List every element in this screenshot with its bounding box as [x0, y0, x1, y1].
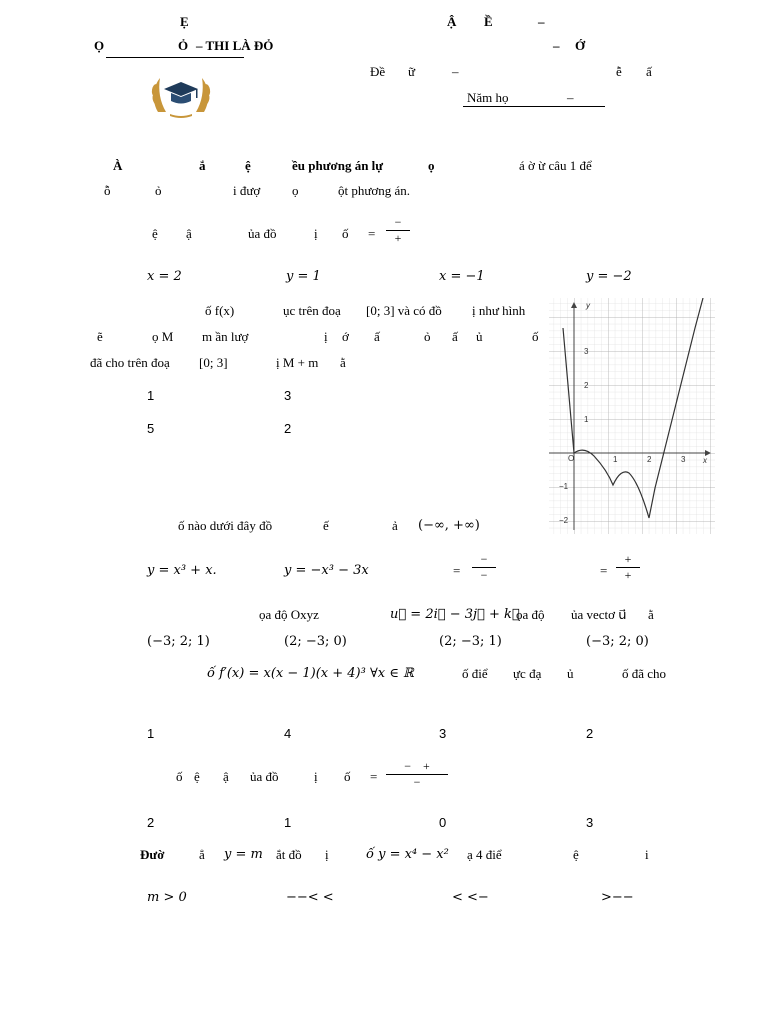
- instr-2e: ột phương án.: [338, 183, 411, 198]
- q7-option-a[interactable]: m > 0: [147, 890, 187, 905]
- header-underline: [106, 57, 244, 58]
- q7-t8: i: [645, 847, 649, 862]
- q6-option-c[interactable]: 0: [439, 815, 447, 830]
- q2-l2-8: ủ: [476, 329, 483, 344]
- instr-1c: ệ: [245, 158, 251, 173]
- q4-t0: ọa độ Oxyz: [259, 607, 319, 622]
- q1-option-c[interactable]: x = −1: [439, 269, 485, 284]
- q4-option-d[interactable]: (−3; 2; 0): [586, 634, 649, 649]
- q1-t4: ố: [342, 226, 349, 241]
- header-right-line2-a: –: [553, 38, 560, 53]
- q6-option-b[interactable]: 1: [284, 815, 292, 830]
- q3-option-c[interactable]: [472, 553, 496, 582]
- q1-frac-den: +: [394, 231, 402, 245]
- q7-t7: ệ: [573, 847, 579, 862]
- q2-graph: [549, 298, 715, 538]
- header-right-line1-a: Ậ: [447, 14, 457, 29]
- header-left-line1: Ẹ: [180, 14, 189, 29]
- q5-option-c[interactable]: 3: [439, 726, 447, 741]
- header-left-line2-b: Ỏ: [178, 38, 189, 53]
- q2-l2-6: ỏ: [424, 329, 431, 344]
- q2-l3-0: đã cho trên đoạ: [90, 355, 170, 370]
- q6-fraction: [386, 760, 448, 789]
- q5-t1: ố điể: [462, 666, 488, 681]
- q2-l2-5: ấ: [374, 329, 380, 344]
- q2-l1-3: ị như hình: [472, 303, 526, 318]
- q3-t3: (−∞, +∞): [418, 518, 480, 533]
- q4-option-b[interactable]: (2; −3; 0): [284, 634, 347, 649]
- school-year-b: –: [567, 90, 574, 105]
- school-year-a: Năm họ: [467, 90, 509, 105]
- graph-xtick-1: 1: [613, 455, 618, 464]
- q2-l2-4: ớ: [342, 329, 349, 344]
- q2-l2-9: ố: [532, 329, 539, 344]
- q7-t4: ị: [325, 847, 329, 862]
- q1-option-b[interactable]: y = 1: [286, 269, 321, 284]
- graph-ytick-m2: −2: [559, 516, 569, 525]
- graph-xtick-3: 3: [681, 455, 686, 464]
- q6-option-a[interactable]: 2: [147, 815, 155, 830]
- q7-t0: Đườ: [140, 847, 165, 862]
- instr-1e: ọ: [428, 158, 435, 173]
- q1-option-a[interactable]: x = 2: [147, 269, 182, 284]
- header-right-line2-b: Ớ: [575, 38, 586, 53]
- q2-l2-1: ọ M: [152, 329, 174, 344]
- instr-1a: À: [113, 158, 123, 173]
- q2-l1-1: ục trên đoạ: [283, 303, 341, 318]
- q6-eq: =: [370, 769, 378, 784]
- q2-l3-1: [0; 3]: [199, 355, 228, 370]
- q1-t1: ậ: [186, 226, 192, 241]
- q7-option-b[interactable]: −−< <: [286, 890, 334, 905]
- q2-option-d[interactable]: 2: [284, 421, 292, 436]
- q4-t2: ọa độ: [516, 607, 545, 622]
- q6-frac-den: −: [413, 775, 421, 789]
- q3-t2: ả: [392, 518, 398, 533]
- q6-t1: ệ: [194, 769, 200, 784]
- q4-option-c[interactable]: (2; −3; 1): [439, 634, 502, 649]
- q1-t0: ệ: [152, 226, 158, 241]
- q2-l2-7: ấ: [452, 329, 458, 344]
- q1-t2: ủa đồ: [248, 226, 277, 241]
- subject-e: ấ: [646, 64, 652, 79]
- q5-option-a[interactable]: 1: [147, 726, 155, 741]
- q3-t1: ế: [323, 518, 329, 533]
- q6-t3: ủa đồ: [250, 769, 279, 784]
- q5-t4: ố đã cho: [622, 666, 667, 681]
- q3-option-b[interactable]: y = −x³ − 3x: [284, 563, 369, 578]
- q7-t2: y = m: [224, 847, 263, 862]
- q1-eq: =: [368, 226, 376, 241]
- header-right-line1-c: –: [538, 14, 545, 29]
- q7-t5: ố y = x⁴ − x²: [366, 847, 449, 862]
- q2-option-c[interactable]: 5: [147, 421, 155, 436]
- q2-l3-2: ị M + m: [276, 355, 319, 370]
- q2-l2-0: ẽ: [97, 329, 103, 344]
- q3-c-den: −: [480, 568, 488, 582]
- header-left-line2-c: – THI LÀ ĐỎ: [196, 38, 274, 53]
- q4-t4: ằ: [648, 607, 654, 622]
- instr-1d: ều phương án lự: [292, 158, 384, 173]
- q5-t3: ủ: [567, 666, 574, 681]
- instr-2a: ỗ: [104, 183, 111, 198]
- graph-xtick-2: 2: [647, 455, 652, 464]
- q3-d-num: +: [624, 552, 632, 566]
- q6-t4: ị: [314, 769, 318, 784]
- q3-t0: ố nào dưới đây đồ: [178, 518, 273, 533]
- subject-d: ễ: [616, 64, 622, 79]
- instr-1f: á ờ ừ câu 1 để: [519, 158, 592, 173]
- school-logo: [150, 70, 212, 124]
- q5-option-b[interactable]: 4: [284, 726, 292, 741]
- q7-option-c[interactable]: < <−: [452, 890, 489, 905]
- q2-l1-2: [0; 3] và có đồ: [366, 303, 442, 318]
- q7-option-d[interactable]: >−−: [601, 890, 634, 905]
- q2-l2-3: ị: [324, 329, 328, 344]
- q3-option-d[interactable]: [616, 553, 640, 582]
- school-year-underline: [463, 106, 605, 107]
- graph-y-label: y: [586, 301, 590, 310]
- q1-option-d[interactable]: y = −2: [586, 269, 632, 284]
- q5-t0: ố f′(x) = x(x − 1)(x + 4)³ ∀x ∈ ℝ: [207, 666, 414, 681]
- q4-t1: u⃗ = 2i⃗ − 3j⃗ + k⃗: [390, 607, 520, 622]
- instr-1b: ắ: [199, 158, 206, 173]
- instr-2b: ỏ: [155, 183, 162, 198]
- q6-option-d[interactable]: 3: [586, 815, 594, 830]
- subject-a: Đề: [370, 64, 386, 79]
- q6-t2: ậ: [223, 769, 229, 784]
- q2-l2-2: m ần lượ: [202, 329, 249, 344]
- q2-option-a[interactable]: 1: [147, 388, 155, 403]
- graph-ytick-2: 2: [584, 381, 589, 390]
- q3-option-a[interactable]: y = x³ + x.: [147, 563, 217, 578]
- q7-t6: ạ 4 điể: [467, 847, 502, 862]
- q2-l1-0: ố f(x): [205, 303, 235, 318]
- graph-ytick-m1: −1: [559, 482, 569, 491]
- q3-option-c-eq: =: [453, 563, 461, 578]
- graph-ytick-1: 1: [584, 415, 589, 424]
- q2-option-b[interactable]: 3: [284, 388, 292, 403]
- q3-c-num: −: [480, 552, 488, 566]
- q7-t3: ắt đồ: [276, 847, 302, 862]
- header-left-line2: Ọ: [94, 38, 105, 53]
- q6-t0: ố: [176, 769, 183, 784]
- graph-ytick-3: 3: [584, 347, 589, 356]
- q5-option-d[interactable]: 2: [586, 726, 594, 741]
- q1-t3: ị: [314, 226, 318, 241]
- q3-d-den: +: [624, 568, 632, 582]
- q6-frac-num: − +: [404, 759, 430, 773]
- q6-t5: ố: [344, 769, 351, 784]
- instr-2d: ọ: [292, 183, 299, 198]
- q1-frac-num: −: [394, 215, 402, 229]
- q7-t1: ẳ: [199, 847, 205, 862]
- graph-x-label: x: [703, 456, 707, 465]
- q1-fraction: [386, 216, 410, 245]
- subject-b: ữ: [408, 64, 416, 79]
- instr-2c: i đượ: [233, 183, 261, 198]
- q4-option-a[interactable]: (−3; 2; 1): [147, 634, 210, 649]
- q4-t3: ủa vectơ u⃗: [571, 607, 627, 622]
- q3-option-d-eq: =: [600, 563, 608, 578]
- subject-c: –: [452, 64, 459, 79]
- graph-origin: O: [568, 454, 575, 463]
- q2-l3-3: ằ: [340, 355, 346, 370]
- header-right-line1-b: Ề: [484, 14, 493, 29]
- q5-t2: ực đạ: [513, 666, 542, 681]
